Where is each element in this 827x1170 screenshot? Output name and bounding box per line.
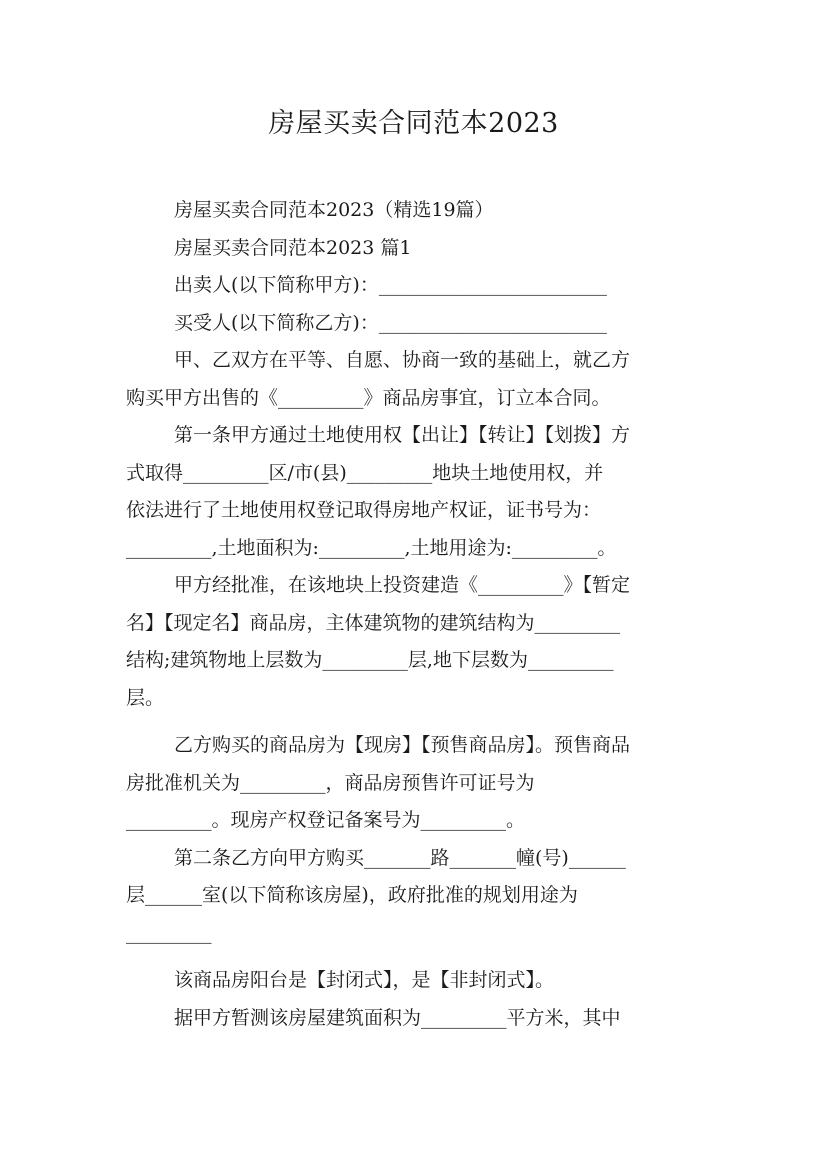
- paragraph-gap: [126, 952, 702, 962]
- paragraph-line: 购买甲方出售的《_________》商品房事宜，订立本合同。: [126, 386, 611, 409]
- paragraph-line: _________。现房产权登记备案号为_________。: [126, 809, 526, 831]
- paragraph-line: 第二条乙方向甲方购买_______路_______幢(号)______: [174, 846, 626, 869]
- paragraph-line: _________,土地面积为:_________,土地用途为:_________。: [126, 536, 617, 559]
- paragraph-line: 式取得_________区/市(县)_________地块土地使用权，并: [126, 461, 604, 484]
- paragraph-line: 结构;建筑物地上层数为_________层,地下层数为_________: [126, 649, 614, 671]
- paragraph-line: 名】【现定名】商品房，主体建筑物的建筑结构为_________: [126, 611, 621, 634]
- buyer-line: 买受人(以下简称乙方)：________________________: [174, 311, 607, 334]
- paragraph-line: _________: [126, 921, 212, 944]
- document-title: 房屋买卖合同范本2023: [268, 108, 559, 139]
- paragraph-line: 据甲方暂测该房屋建筑面积为_________平方米，其中: [174, 1006, 621, 1029]
- subtitle-line: 房屋买卖合同范本2023（精选19篇）: [174, 199, 494, 221]
- paragraph-line: 该商品房阳台是【封闭式】，是【非封闭式】。: [174, 969, 555, 991]
- paragraph-line: 依法进行了土地使用权登记取得房地产权证，证书号为：: [126, 499, 602, 521]
- paragraph-line: 乙方购买的商品房为【现房】【预售商品房】。预售商品: [174, 734, 631, 756]
- seller-line: 出卖人(以下简称甲方)：________________________: [174, 274, 607, 296]
- paragraph-line: 第一条甲方通过土地使用权【出让】【转让】【划拨】方: [174, 424, 631, 446]
- paragraph-line: 甲、乙双方在平等、自愿、协商一致的基础上，就乙方: [174, 349, 631, 371]
- paragraph-gap: [126, 717, 702, 727]
- paragraph-line: 层______室(以下简称该房屋)，政府批准的规划用途为: [126, 884, 578, 906]
- paragraph-line: 层。: [126, 686, 165, 709]
- document-body: [126, 192, 702, 1037]
- paragraph-line: 甲方经批准，在该地块上投资建造《_________》【暂定: [174, 574, 631, 596]
- section-heading: 房屋买卖合同范本2023 篇1: [174, 236, 412, 259]
- paragraph-line: 房批准机关为_________，商品房预售许可证号为: [126, 771, 535, 794]
